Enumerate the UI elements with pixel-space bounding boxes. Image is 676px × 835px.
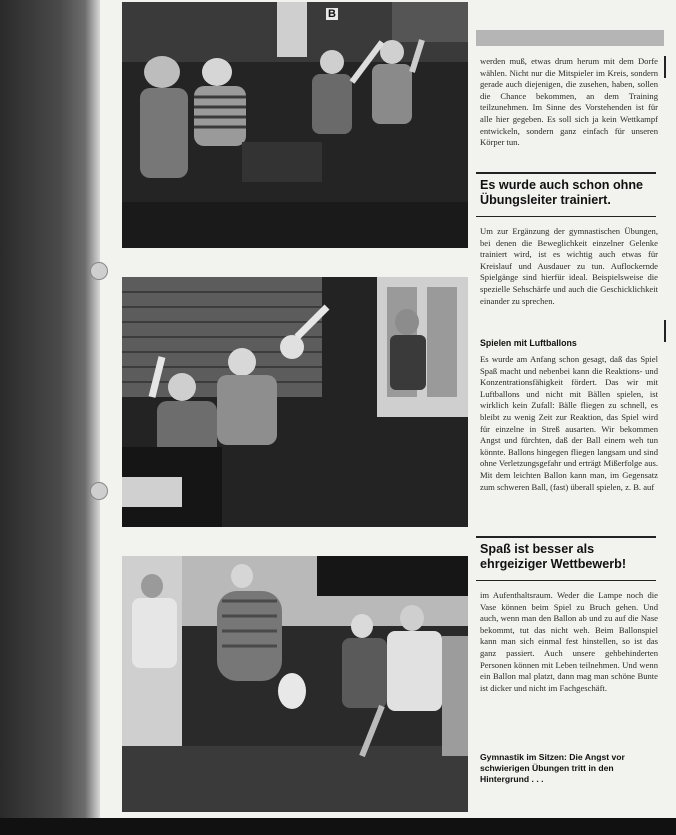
article-paragraph-1: Um zur Ergänzung der gymnastischen Übungen, bei denen die Beweglichkeit einzelner Gelenke trainiert wird, ist es wichtig auch etwas für Kreislauf und Ausdauer zu tun. Auflockernde Spielgänge sind hierfür ideal. Beispielsweise die spezielle Sehschärfe und auch die Geschicklichkeit einander zu sprechen. [480,226,658,306]
photo-1-image [122,2,468,248]
heading-rule-bottom-2 [476,580,656,581]
heading-rule-top [476,172,656,174]
binder-hole-top [90,262,108,280]
photo-balloon-game [122,556,468,812]
heading-rule-bottom [476,216,656,217]
article-intro: werden muß, etwas drum herum mit dem Dorfe wählen. Nicht nur die Mitspieler im Kreis, sondern gerade auch diejenigen, die zusehen, haben, sollen die Chance bekommen, an dem Training teilzunehmen. Im Sinne des Vorstehenden ist für alle hier gegeben. Es soll sich ja kein Wettkampf entwickeln, sondern ganz einfach für unseren Körper tun. [480,56,658,148]
article-paragraph-2: Es wurde am Anfang schon gesagt, daß das Spiel Spaß macht und nebenbei kann die Reaktions- und Konzentrationsfähigkeit fördert. Das wir mit Luftballons und nicht mit Bällen spielen, ist wirklich kein Zufall: Bälle fliegen zu schnell, es bleibt zu wenig Zeit zur Reaktion, das Spiel wird für einzelne in Streß ausarten. Wir bekommen Angst und fürchten, daß der Ball einem weh tun könnte. Ballons hingegen fliegen langsam und sind ohne Verletzungsgefahr und erträgt Mißerfolge aus. Mit dem leichten Ballon kann man, im Gegensatz zum schweren Ball, (fast) überall spielen, z. B. auf [480,354,658,492]
photo-seniors-exercising-2 [122,277,468,527]
photo-3-image [122,556,468,812]
heading-rule-top-2 [476,536,656,538]
article-paragraph-3: im Aufenthaltsraum. Weder die Lampe noch die Vase können beim Spiel zu Bruch gehen. Und auch, wenn man den Ballon ab und zu auf die Nase bekommt, tut das nicht weh. Beim Ballonspiel kann man sich einmal fest hinstellen, so ist das ganz passiert. Auch unsere gehbehinderten Personen können mit Leben teilnehmen. Und wenn ein Ballon mal platzt, dann mag man schöne Bunte ist dicker und nicht im Fachgeschäft. [480,590,658,693]
article-heading-2: Spaß ist besser als ehrgeiziger Wettbewerb! [480,542,627,571]
page-marker: B [328,8,336,20]
column-top-band [476,30,664,46]
binder-hole-bottom [90,482,108,500]
article-subheading: Spielen mit Luftballons [480,338,577,348]
binder-spine [0,0,100,835]
article-heading-1: Es wurde auch schon ohne Übungsleiter trainiert. [480,178,644,207]
margin-mark [664,56,666,78]
margin-mark [664,320,666,342]
photo-seniors-exercising-1 [122,2,468,248]
scan-bottom-edge [0,818,676,835]
photo-caption: Gymnastik im Sitzen: Die Angst vor schwierigen Übungen tritt in den Hintergrund . . . [480,752,625,784]
photo-2-image [122,277,468,527]
